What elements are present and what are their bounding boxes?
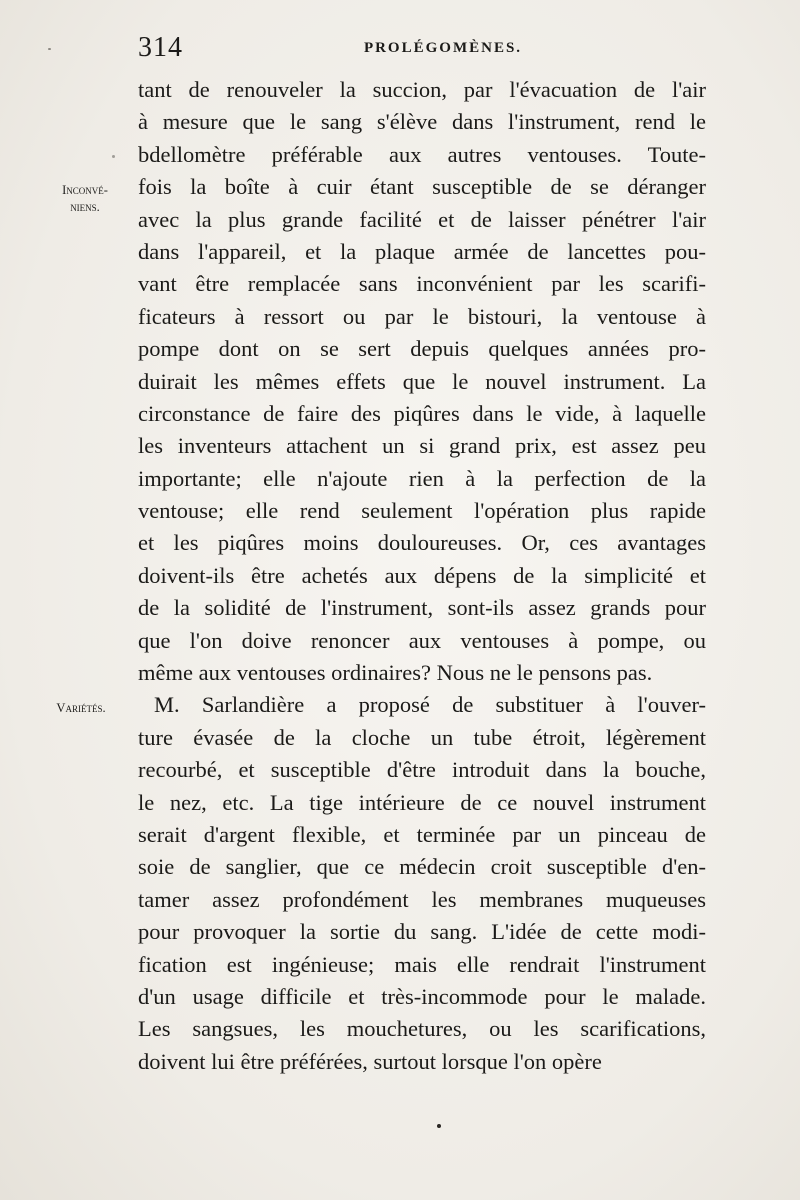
text-line: ture évasée de la cloche un tube étroit, légèrement: [138, 724, 706, 750]
text-line: Les sangsues, les mouchetures, ou les scarifications,: [138, 1016, 706, 1042]
text-line: même aux ventouses ordinaires? Nous ne le pensons pas.: [138, 660, 653, 686]
ink-speck: [48, 48, 51, 50]
margin-note-inconveniens: [40, 182, 130, 216]
text-line: ficateurs à ressort ou par le bistouri, la ventouse à: [138, 303, 706, 329]
text-line: duirait les mêmes effets que le nouvel instrument. La: [138, 368, 706, 394]
text-line: pour provoquer la sortie du sang. L'idée de cette modi-: [138, 919, 706, 945]
text-line: circonstance de faire des piqûres dans le vide, à laquelle: [138, 400, 706, 426]
text-line: tamer assez profondément les membranes muqueuses: [138, 886, 706, 912]
text-line: d'un usage difficile et très-incommode pour le malade.: [138, 983, 706, 1009]
text-line: fois la boîte à cuir étant susceptible de se déranger: [138, 174, 706, 200]
text-line: le nez, etc. La tige intérieure de ce nouvel instrument: [138, 789, 706, 815]
margin-note-line: Variétés.: [56, 701, 106, 715]
body-text: [138, 74, 706, 1078]
text-line: recourbé, et susceptible d'être introduit dans la bouche,: [138, 757, 706, 783]
text-line: les inventeurs attachent un si grand prix, est assez peu: [138, 433, 706, 459]
margin-note-varietes: [36, 700, 126, 717]
text-line: fication est ingénieuse; mais elle rendrait l'instrument: [138, 951, 706, 977]
text-line: dans l'appareil, et la plaque armée de lancettes pou-: [138, 238, 706, 264]
page-header: [138, 32, 708, 72]
text-line: bdellomètre préférable aux autres ventouses. Toute-: [138, 141, 706, 167]
text-line: et les piqûres moins douloureuses. Or, ces avantages: [138, 530, 706, 556]
text-line: M. Sarlandière a proposé de substituer à l'ouver-: [154, 692, 706, 718]
text-line: vant être remplacée sans inconvénient par les scarifi-: [138, 271, 706, 297]
text-line: pompe dont on se sert depuis quelques années pro-: [138, 336, 706, 362]
text-line: de la solidité de l'instrument, sont-ils assez grands pour: [138, 595, 706, 621]
text-line: ventouse; elle rend seulement l'opération plus rapide: [138, 498, 706, 524]
text-line: soie de sanglier, que ce médecin croit susceptible d'en-: [138, 854, 706, 880]
ink-speck: [437, 1124, 441, 1128]
page-number: 314: [138, 32, 183, 63]
text-line: doivent lui être préférées, surtout lorsque l'on opère: [138, 1048, 602, 1074]
text-line: doivent-ils être achetés aux dépens de la simplicité et: [138, 562, 706, 588]
text-line: que l'on doive renoncer aux ventouses à pompe, ou: [138, 627, 706, 653]
margin-note-line: Inconvé-: [62, 183, 108, 197]
text-line: importante; elle n'ajoute rien à la perfection de la: [138, 465, 706, 491]
ink-speck: [112, 155, 115, 158]
text-line: tant de renouveler la succion, par l'évacuation de l'air: [138, 77, 706, 102]
margin-note-line: niens.: [70, 200, 100, 214]
text-line: serait d'argent flexible, et terminée par un pinceau de: [138, 821, 706, 847]
text-line: avec la plus grande facilité et de laisser pénétrer l'air: [138, 206, 706, 232]
running-title: PROLÉGOMÈNES.: [363, 40, 523, 56]
text-line: à mesure que le sang s'élève dans l'instrument, rend le: [138, 109, 706, 135]
